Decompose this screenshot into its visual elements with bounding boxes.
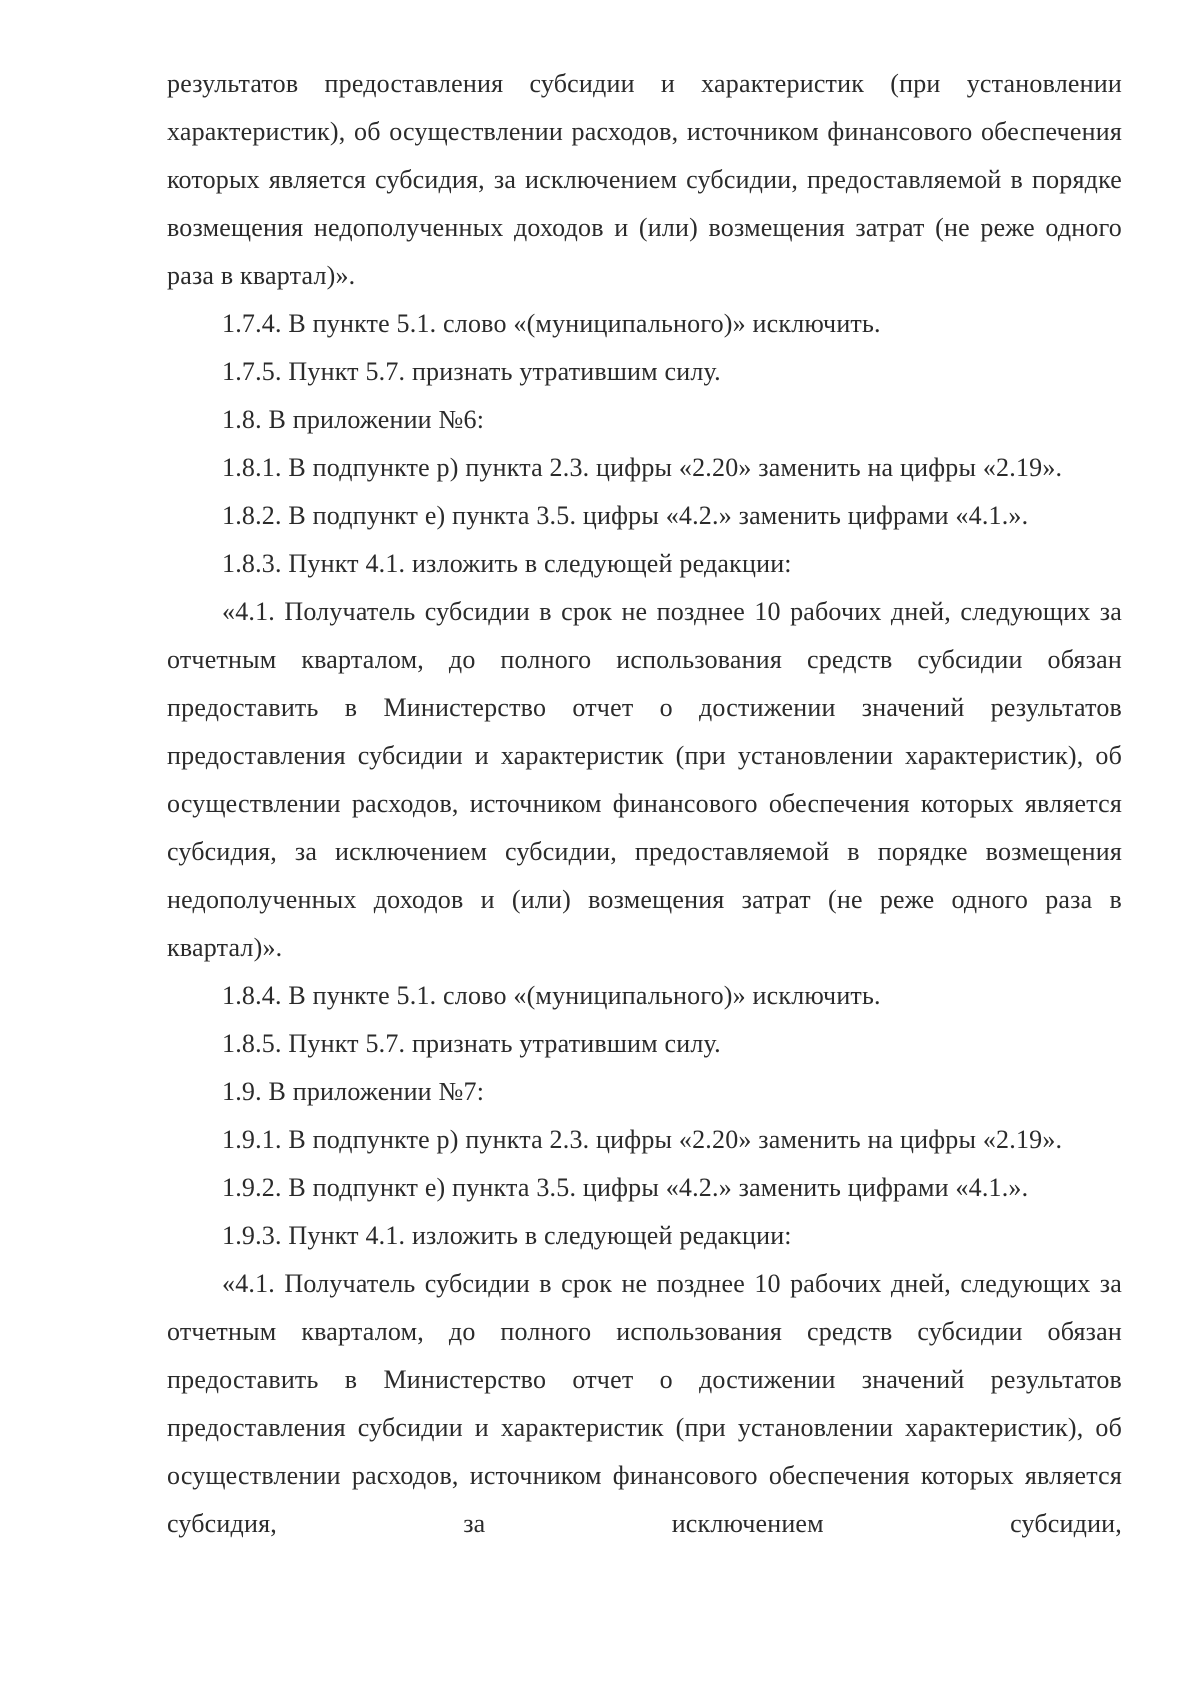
paragraph-1-9-3: 1.9.3. Пункт 4.1. изложить в следующей редакции: [222, 1221, 792, 1250]
paragraph-quote-4-1-first: «4.1. Получатель субсидии в срок не позднее 10 рабочих дней, следующих за отчетным кварталом, до полного использования средств субсидии обязан предоставить в Министерство отчет о достижении значений результатов предоставления субсидии и характеристик (при установлении характеристик), об осуществлении расходов, источником финансового обеспечения которых является субсидия, за исключением субсидии, предоставляемой в порядке возмещения недополученных доходов и (или) возмещения затрат (не реже одного раза в квартал)». [167, 597, 1122, 962]
document-body [167, 60, 1122, 1548]
paragraph-1-9: 1.9. В приложении №7: [222, 1077, 485, 1106]
paragraph-1-8-2: 1.8.2. В подпункт е) пункта 3.5. цифры «4.2.» заменить цифрами «4.1.». [222, 501, 1029, 530]
paragraph-1-7-5: 1.7.5. Пункт 5.7. признать утратившим силу. [222, 357, 721, 386]
paragraph-1-8-4: 1.8.4. В пункте 5.1. слово «(муниципального)» исключить. [222, 981, 881, 1010]
paragraph-1-9-2: 1.9.2. В подпункт е) пункта 3.5. цифры «4.2.» заменить цифрами «4.1.». [222, 1173, 1029, 1202]
paragraph-1-8-3: 1.8.3. Пункт 4.1. изложить в следующей редакции: [222, 549, 792, 578]
paragraph-1-8-1: 1.8.1. В подпункте р) пункта 2.3. цифры «2.20» заменить на цифры «2.19». [222, 453, 1063, 482]
paragraph-1-7-4: 1.7.4. В пункте 5.1. слово «(муниципального)» исключить. [222, 309, 881, 338]
paragraph-1-8-5: 1.8.5. Пункт 5.7. признать утратившим силу. [222, 1029, 721, 1058]
paragraph-1-8: 1.8. В приложении №6: [222, 405, 485, 434]
paragraph-continuation: результатов предоставления субсидии и характеристик (при установлении характеристик), об осуществлении расходов, источником финансового обеспечения которых является субсидия, за исключением субсидии, предоставляемой в порядке возмещения недополученных доходов и (или) возмещения затрат (не реже одного раза в квартал)». [167, 69, 1122, 290]
paragraph-1-9-1: 1.9.1. В подпункте р) пункта 2.3. цифры «2.20» заменить на цифры «2.19». [222, 1125, 1063, 1154]
paragraph-quote-4-1-second: «4.1. Получатель субсидии в срок не позднее 10 рабочих дней, следующих за отчетным кварталом, до полного использования средств субсидии обязан предоставить в Министерство отчет о достижении значений результатов предоставления субсидии и характеристик (при установлении характеристик), об осуществлении расходов, источником финансового обеспечения которых является субсидия, за исключением субсидии, [167, 1269, 1122, 1538]
